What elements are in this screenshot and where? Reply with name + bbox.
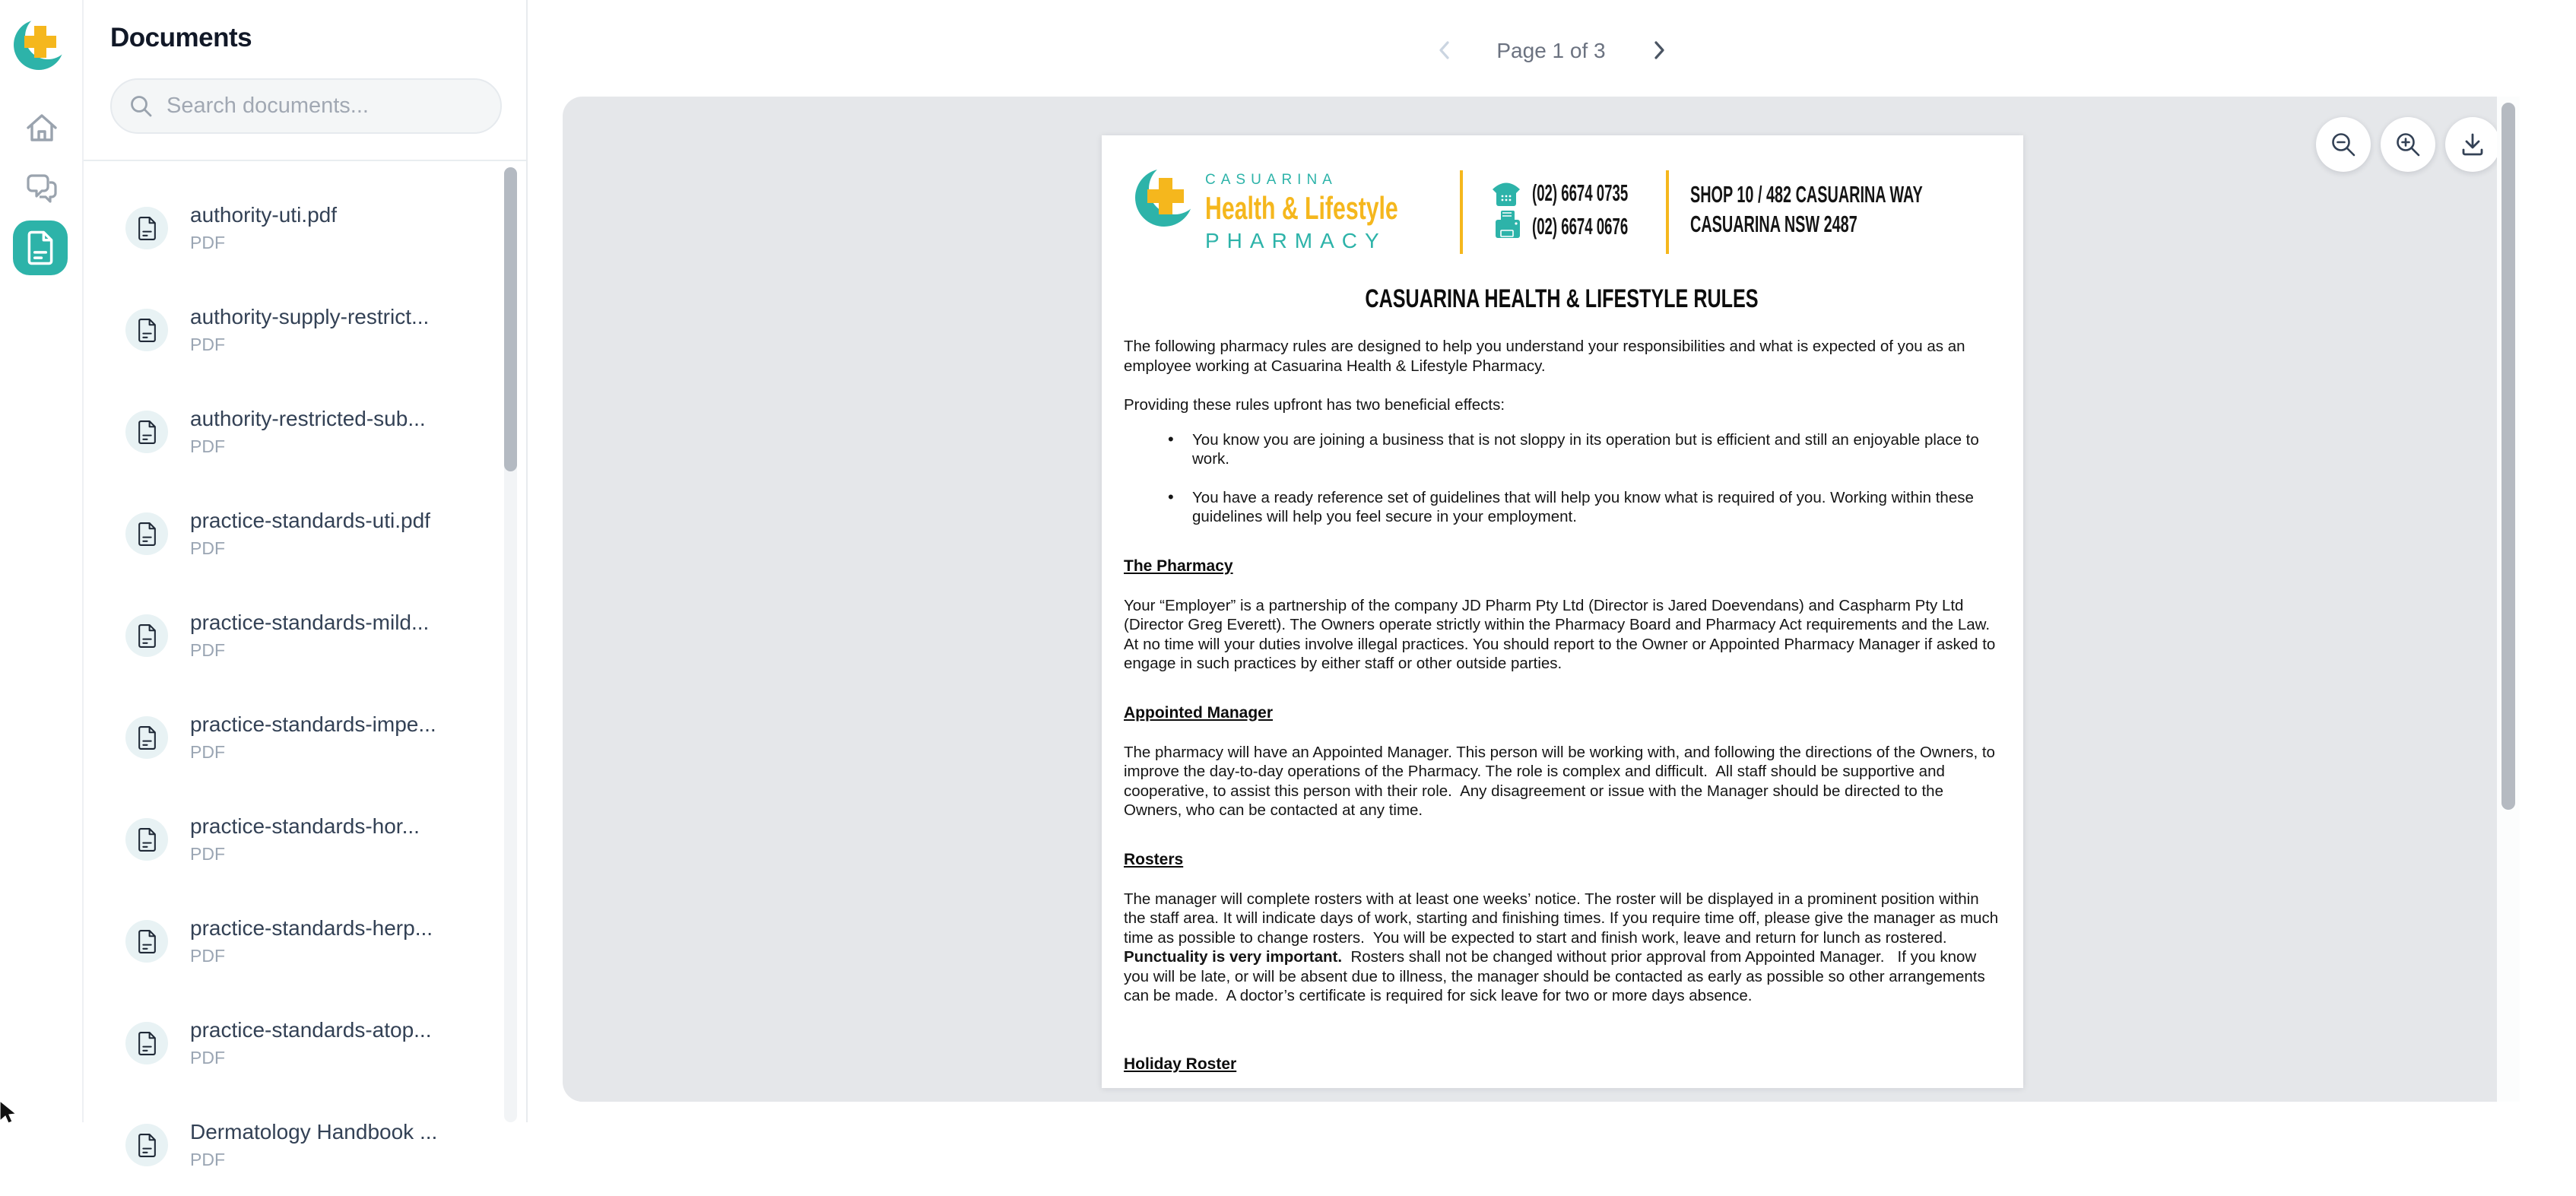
pdf-paragraph: The pharmacy will have an Appointed Manager. This person will be working with, and following the directions of the Owners, to improve the day-to-day operations of the Pharmacy. The role is complex and difficult. All staff should be supportive and cooperative, to assist this person with their role. Any disagreement or issue with the Manager should be directed to the Owners, who can be contacted at any time. xyxy=(1124,743,2000,819)
pdf-bullet-item: • You know you are joining a business that is not sloppy in its operation but is efficient and still an enjoyable place to work. xyxy=(1124,430,2000,469)
pdf-page xyxy=(1102,135,2023,1088)
pdf-paragraph: Your “Employer” is a partnership of the company JD Pharm Pty Ltd (Director is Jared Doevendans) and Caspharm Pty Ltd (Director Greg Everett). The Owners operate strictly within the Pharmacy Board and Pharmacy Act requirements and the Law. At no time will your duties involve illegal practices. You should report to the Owner or Appointed Pharmacy Manager if asked to engage in such practices by either staff or other outside parties. xyxy=(1124,596,2000,672)
chevron-left-icon xyxy=(1433,37,1456,63)
document-type: PDF xyxy=(190,742,225,762)
document-title: practice-standards-impe... xyxy=(190,712,436,736)
zoom-in-icon xyxy=(2394,130,2422,159)
address-line-1: SHOP 10 / 482 CASUARINA WAY xyxy=(1690,181,1923,208)
document-title: practice-standards-atop... xyxy=(190,1018,432,1042)
document-file-icon xyxy=(125,716,168,759)
document-title: practice-standards-uti.pdf xyxy=(190,509,430,532)
sidebar-scrollbar-thumb[interactable] xyxy=(504,167,517,471)
document-file-icon xyxy=(125,1022,168,1064)
document-file-icon xyxy=(125,309,168,351)
document-file-icon xyxy=(125,818,168,861)
viewer-scrollbar-thumb[interactable] xyxy=(2501,103,2515,810)
page-indicator: Page 1 of 3 xyxy=(1496,39,1606,62)
document-type: PDF xyxy=(190,233,225,252)
phone-icon xyxy=(1491,178,1521,207)
document-list-item[interactable] xyxy=(84,585,500,687)
file-icon xyxy=(137,319,157,342)
address-line-2: CASUARINA NSW 2487 xyxy=(1690,211,1857,237)
sidebar-divider xyxy=(84,160,526,161)
document-file-icon xyxy=(125,411,168,453)
document-file-icon xyxy=(125,207,168,249)
document-type: PDF xyxy=(190,844,225,864)
document-type: PDF xyxy=(190,946,225,966)
sidebar-title: Documents xyxy=(110,23,252,52)
brand-top-text: CASUARINA xyxy=(1205,172,1337,188)
phone-number: (02) 6674 0735 xyxy=(1532,179,1629,206)
pdf-paragraph: The manager will complete rosters with at least one weeks’ notice. The roster will be displayed in a prominent position within the staff area. It will indicate days of work, starting and finishing times. If you require time off, please give the manager as much time as possible to change rosters. You will be expected to start and finish work, leave and return for lunch as rostered. Punctuality is very important. Rosters shall not be changed without prior approval from Appointed Manager. If you know you will be late, or will be absent due to illness, the manager should be contacted as early as possible so other arrangements can be made. A doctor’s certificate is required for sick leave for two or more days absence. xyxy=(1124,890,2003,1004)
document-type: PDF xyxy=(190,436,225,456)
file-icon xyxy=(137,522,157,546)
pdf-title: CASUARINA HEALTH & LIFESTYLE RULES xyxy=(1365,284,1759,313)
file-icon xyxy=(137,1032,157,1055)
pdf-paragraph: The following pharmacy rules are designed to help you understand your responsibilities and what is expected of you as an employee working at Casuarina Health & Lifestyle Pharmacy. xyxy=(1124,338,1970,375)
pharmacy-logo-icon xyxy=(11,15,69,73)
file-icon xyxy=(137,1134,157,1157)
download-button[interactable] xyxy=(2445,117,2500,172)
app-logo xyxy=(11,15,69,73)
file-icon xyxy=(137,828,157,852)
document-title: authority-uti.pdf xyxy=(190,203,337,227)
pdf-section-heading: Rosters xyxy=(1124,850,1184,868)
document-list-item[interactable] xyxy=(84,279,500,381)
zoom-in-button[interactable] xyxy=(2381,117,2435,172)
document-list-item[interactable] xyxy=(84,483,500,585)
viewer-scrollbar-track[interactable] xyxy=(2497,97,2520,1102)
document-type: PDF xyxy=(190,335,225,354)
download-icon xyxy=(2457,129,2488,160)
file-icon xyxy=(137,420,157,444)
sidebar-scrollbar-track[interactable] xyxy=(504,167,517,1122)
zoom-out-icon xyxy=(2329,130,2358,159)
document-title: practice-standards-mild... xyxy=(190,611,430,634)
document-type: PDF xyxy=(190,1048,225,1068)
file-icon xyxy=(137,217,157,240)
pdf-viewer-panel xyxy=(563,97,2520,1102)
document-file-icon xyxy=(125,512,168,555)
search-icon xyxy=(128,94,154,119)
document-list-item[interactable] xyxy=(84,381,500,483)
brand-bottom-text: PHARMACY xyxy=(1205,229,1387,252)
document-file-icon xyxy=(125,1124,168,1166)
document-list-item[interactable] xyxy=(84,890,500,992)
sidebar xyxy=(84,0,528,1169)
fax-icon xyxy=(1493,210,1522,242)
next-page-button[interactable] xyxy=(1642,33,1676,67)
document-file-icon xyxy=(125,920,168,963)
document-list-item[interactable] xyxy=(84,788,500,890)
document-title: practice-standards-herp... xyxy=(190,916,433,940)
document-type: PDF xyxy=(190,538,225,558)
pdf-paragraph: Providing these rules upfront has two beneficial effects: xyxy=(1124,396,1505,414)
document-list-item[interactable] xyxy=(84,992,500,1094)
file-icon xyxy=(137,726,157,750)
pdf-section-heading: Holiday Roster xyxy=(1124,1055,1237,1073)
pdf-document-body xyxy=(1124,284,2003,1006)
search-input[interactable] xyxy=(167,94,484,119)
document-title: practice-standards-hor... xyxy=(190,814,420,838)
nav-home-button[interactable] xyxy=(22,108,62,148)
header-divider xyxy=(1460,170,1463,254)
document-list-item[interactable] xyxy=(84,1094,500,1196)
document-title: authority-restricted-sub... xyxy=(190,407,426,430)
pdf-section-heading: Appointed Manager xyxy=(1124,703,1274,722)
nav-documents-button[interactable] xyxy=(13,220,68,275)
pdf-bullet-item: • You have a ready reference set of guidelines that will help you know what is required of you. Working within these guidelines will help you feel secure in your employment. xyxy=(1124,488,2000,527)
document-list-item[interactable] xyxy=(84,177,500,279)
brand-main-text: Health & Lifestyle xyxy=(1205,190,1398,226)
pdf-section-heading: The Pharmacy xyxy=(1124,557,1233,575)
fax-number: (02) 6674 0676 xyxy=(1532,213,1629,240)
file-icon xyxy=(137,930,157,953)
chevron-right-icon xyxy=(1648,37,1670,63)
document-title: authority-supply-restrict... xyxy=(190,305,430,328)
nav-chat-button[interactable] xyxy=(22,170,62,210)
document-type: PDF xyxy=(190,1150,225,1169)
document-list-item[interactable] xyxy=(84,687,500,788)
home-icon xyxy=(24,111,59,144)
pdf-letterhead xyxy=(1102,135,2023,280)
document-file-icon xyxy=(125,614,168,657)
document-type: PDF xyxy=(190,640,225,660)
chat-icon xyxy=(24,173,60,207)
document-list xyxy=(84,177,500,1196)
document-title: Dermatology Handbook ... xyxy=(190,1120,438,1144)
nav-rail xyxy=(0,0,84,1122)
header-divider xyxy=(1666,170,1669,254)
search-box[interactable] xyxy=(110,78,502,134)
pharmacy-logo-mark-icon xyxy=(1133,166,1201,230)
zoom-out-button[interactable] xyxy=(2316,117,2371,172)
previous-page-button[interactable] xyxy=(1428,33,1461,67)
file-icon xyxy=(137,624,157,648)
pdf-bullet-list xyxy=(1124,430,2000,527)
document-icon xyxy=(26,231,55,265)
